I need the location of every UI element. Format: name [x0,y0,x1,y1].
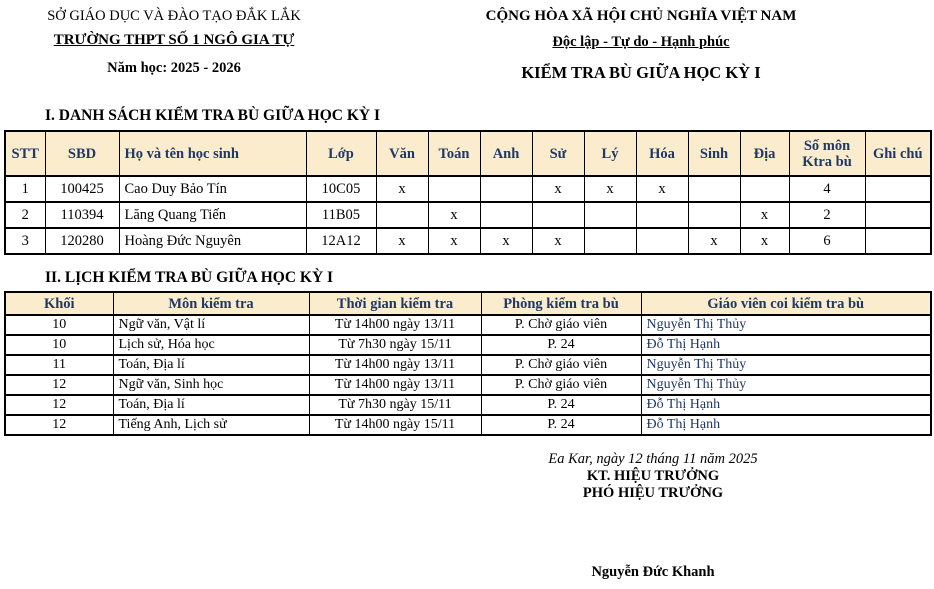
grade-cell: 10 [5,315,113,335]
mark-cell: x [480,228,532,254]
time-cell: Từ 7h30 ngày 15/11 [309,335,481,355]
time-cell: Từ 7h30 ngày 15/11 [309,395,481,415]
subjects-cell: Lịch sử, Hóa học [113,335,309,355]
sbd-cell: 120280 [45,228,119,254]
col-biology: Sinh [688,131,740,176]
signer-role-2: PHÓ HIỆU TRƯỞNG [582,485,724,501]
note-cell [865,228,931,254]
table-row [5,355,931,375]
subjects-cell: Toán, Địa lí [113,395,309,415]
mark-cell [532,202,584,228]
class-cell: 12A12 [306,228,376,254]
signer-name: Nguyễn Đức Khanh [591,564,715,580]
note-cell [865,176,931,202]
stt-cell: 3 [5,228,45,254]
department-name: SỞ GIÁO DỤC VÀ ĐÀO TẠO ĐẮK LẮK [47,8,301,24]
mark-cell: x [584,176,636,202]
mark-cell [688,176,740,202]
mark-cell: x [688,228,740,254]
class-cell: 11B05 [306,202,376,228]
stt-cell: 1 [5,176,45,202]
mark-cell [480,202,532,228]
mark-cell: x [532,176,584,202]
col-exam-time: Thời gian kiểm tra [309,292,481,315]
room-cell: P. 24 [481,395,641,415]
col-class: Lớp [306,131,376,176]
col-math: Toán [428,131,480,176]
col-stt: STT [5,131,45,176]
col-proctor: Giáo viên coi kiểm tra bù [641,292,931,315]
mark-cell [428,176,480,202]
mark-cell [688,202,740,228]
proctor-cell: Đỗ Thị Hạnh [641,335,931,355]
col-note: Ghi chú [865,131,931,176]
mark-cell: x [740,202,789,228]
col-exam-room: Phòng kiểm tra bù [481,292,641,315]
table-row [5,415,931,435]
table-row [5,202,931,228]
student-name-cell: Hoàng Đức Nguyên [119,228,306,254]
mark-cell: x [428,202,480,228]
time-cell: Từ 14h00 ngày 15/11 [309,415,481,435]
mark-cell [636,202,688,228]
place-and-date: Ea Kar, ngày 12 tháng 11 năm 2025 [548,451,758,467]
subject-count-cell: 4 [789,176,865,202]
mark-cell [480,176,532,202]
school-year: Năm học: 2025 - 2026 [107,60,241,76]
table-row [5,315,931,335]
sbd-cell: 110394 [45,202,119,228]
mark-cell [584,202,636,228]
national-title: CỘNG HÒA XÃ HỘI CHỦ NGHĨA VIỆT NAM [485,8,797,24]
col-literature: Văn [376,131,428,176]
subjects-cell: Toán, Địa lí [113,355,309,375]
table-row [5,375,931,395]
room-cell: P. Chờ giáo viên [481,375,641,395]
mark-cell [636,228,688,254]
grade-cell: 10 [5,335,113,355]
note-cell [865,202,931,228]
table1-header-row [5,131,931,176]
mark-cell: x [428,228,480,254]
class-cell: 10C05 [306,176,376,202]
subject-count-cell: 2 [789,202,865,228]
mark-cell [376,202,428,228]
room-cell: P. Chờ giáo viên [481,315,641,335]
time-cell: Từ 14h00 ngày 13/11 [309,375,481,395]
col-exam-subjects: Môn kiểm tra [113,292,309,315]
time-cell: Từ 14h00 ngày 13/11 [309,315,481,335]
student-name-cell: Lăng Quang Tiến [119,202,306,228]
national-motto: Độc lập - Tự do - Hạnh phúc [552,34,730,50]
col-geography: Địa [740,131,789,176]
col-chemistry: Hóa [636,131,688,176]
proctor-cell: Đỗ Thị Hạnh [641,395,931,415]
section2-title: II. LỊCH KIỂM TRA BÙ GIỮA HỌC KỲ I [45,269,334,286]
school-name: TRƯỜNG THPT SỐ 1 NGÔ GIA TỰ [53,32,295,48]
table-row [5,335,931,355]
makeup-exam-schedule-table [4,291,932,436]
proctor-cell: Đỗ Thị Hạnh [641,415,931,435]
grade-cell: 12 [5,375,113,395]
room-cell: P. 24 [481,415,641,435]
proctor-cell: Nguyễn Thị Thủy [641,355,931,375]
student-name-cell: Cao Duy Bảo Tín [119,176,306,202]
document-title: KIỂM TRA BÙ GIỮA HỌC KỲ I [521,63,761,82]
section1-title: I. DANH SÁCH KIỂM TRA BÙ GIỮA HỌC KỲ I [45,107,381,124]
col-history: Sử [532,131,584,176]
grade-cell: 12 [5,415,113,435]
signer-role-1: KT. HIỆU TRƯỞNG [586,468,720,484]
mark-cell: x [532,228,584,254]
table-row [5,228,931,254]
table-row [5,176,931,202]
room-cell: P. Chờ giáo viên [481,355,641,375]
makeup-exam-students-table [4,130,932,255]
proctor-cell: Nguyễn Thị Thủy [641,315,931,335]
time-cell: Từ 14h00 ngày 13/11 [309,355,481,375]
stt-cell: 2 [5,202,45,228]
room-cell: P. 24 [481,335,641,355]
col-grade: Khối [5,292,113,315]
subjects-cell: Ngữ văn, Sinh học [113,375,309,395]
col-sbd: SBD [45,131,119,176]
mark-cell: x [636,176,688,202]
issuer-block [0,8,348,83]
proctor-cell: Nguyễn Thị Thủy [641,375,931,395]
table-row [5,395,931,415]
col-student-name: Họ và tên học sinh [119,131,306,176]
grade-cell: 12 [5,395,113,415]
mark-cell: x [740,228,789,254]
subjects-cell: Ngữ văn, Vật lí [113,315,309,335]
mark-cell: x [376,176,428,202]
col-english: Anh [480,131,532,176]
mark-cell [740,176,789,202]
signature-block [438,451,868,581]
table2-header-row [5,292,931,315]
col-physics: Lý [584,131,636,176]
national-motto-block [348,8,934,83]
subject-count-cell: 6 [789,228,865,254]
col-subject-count: Số môn Ktra bù [789,131,865,176]
grade-cell: 11 [5,355,113,375]
sbd-cell: 100425 [45,176,119,202]
document-header [0,0,934,83]
subjects-cell: Tiếng Anh, Lịch sử [113,415,309,435]
mark-cell: x [376,228,428,254]
mark-cell [584,228,636,254]
